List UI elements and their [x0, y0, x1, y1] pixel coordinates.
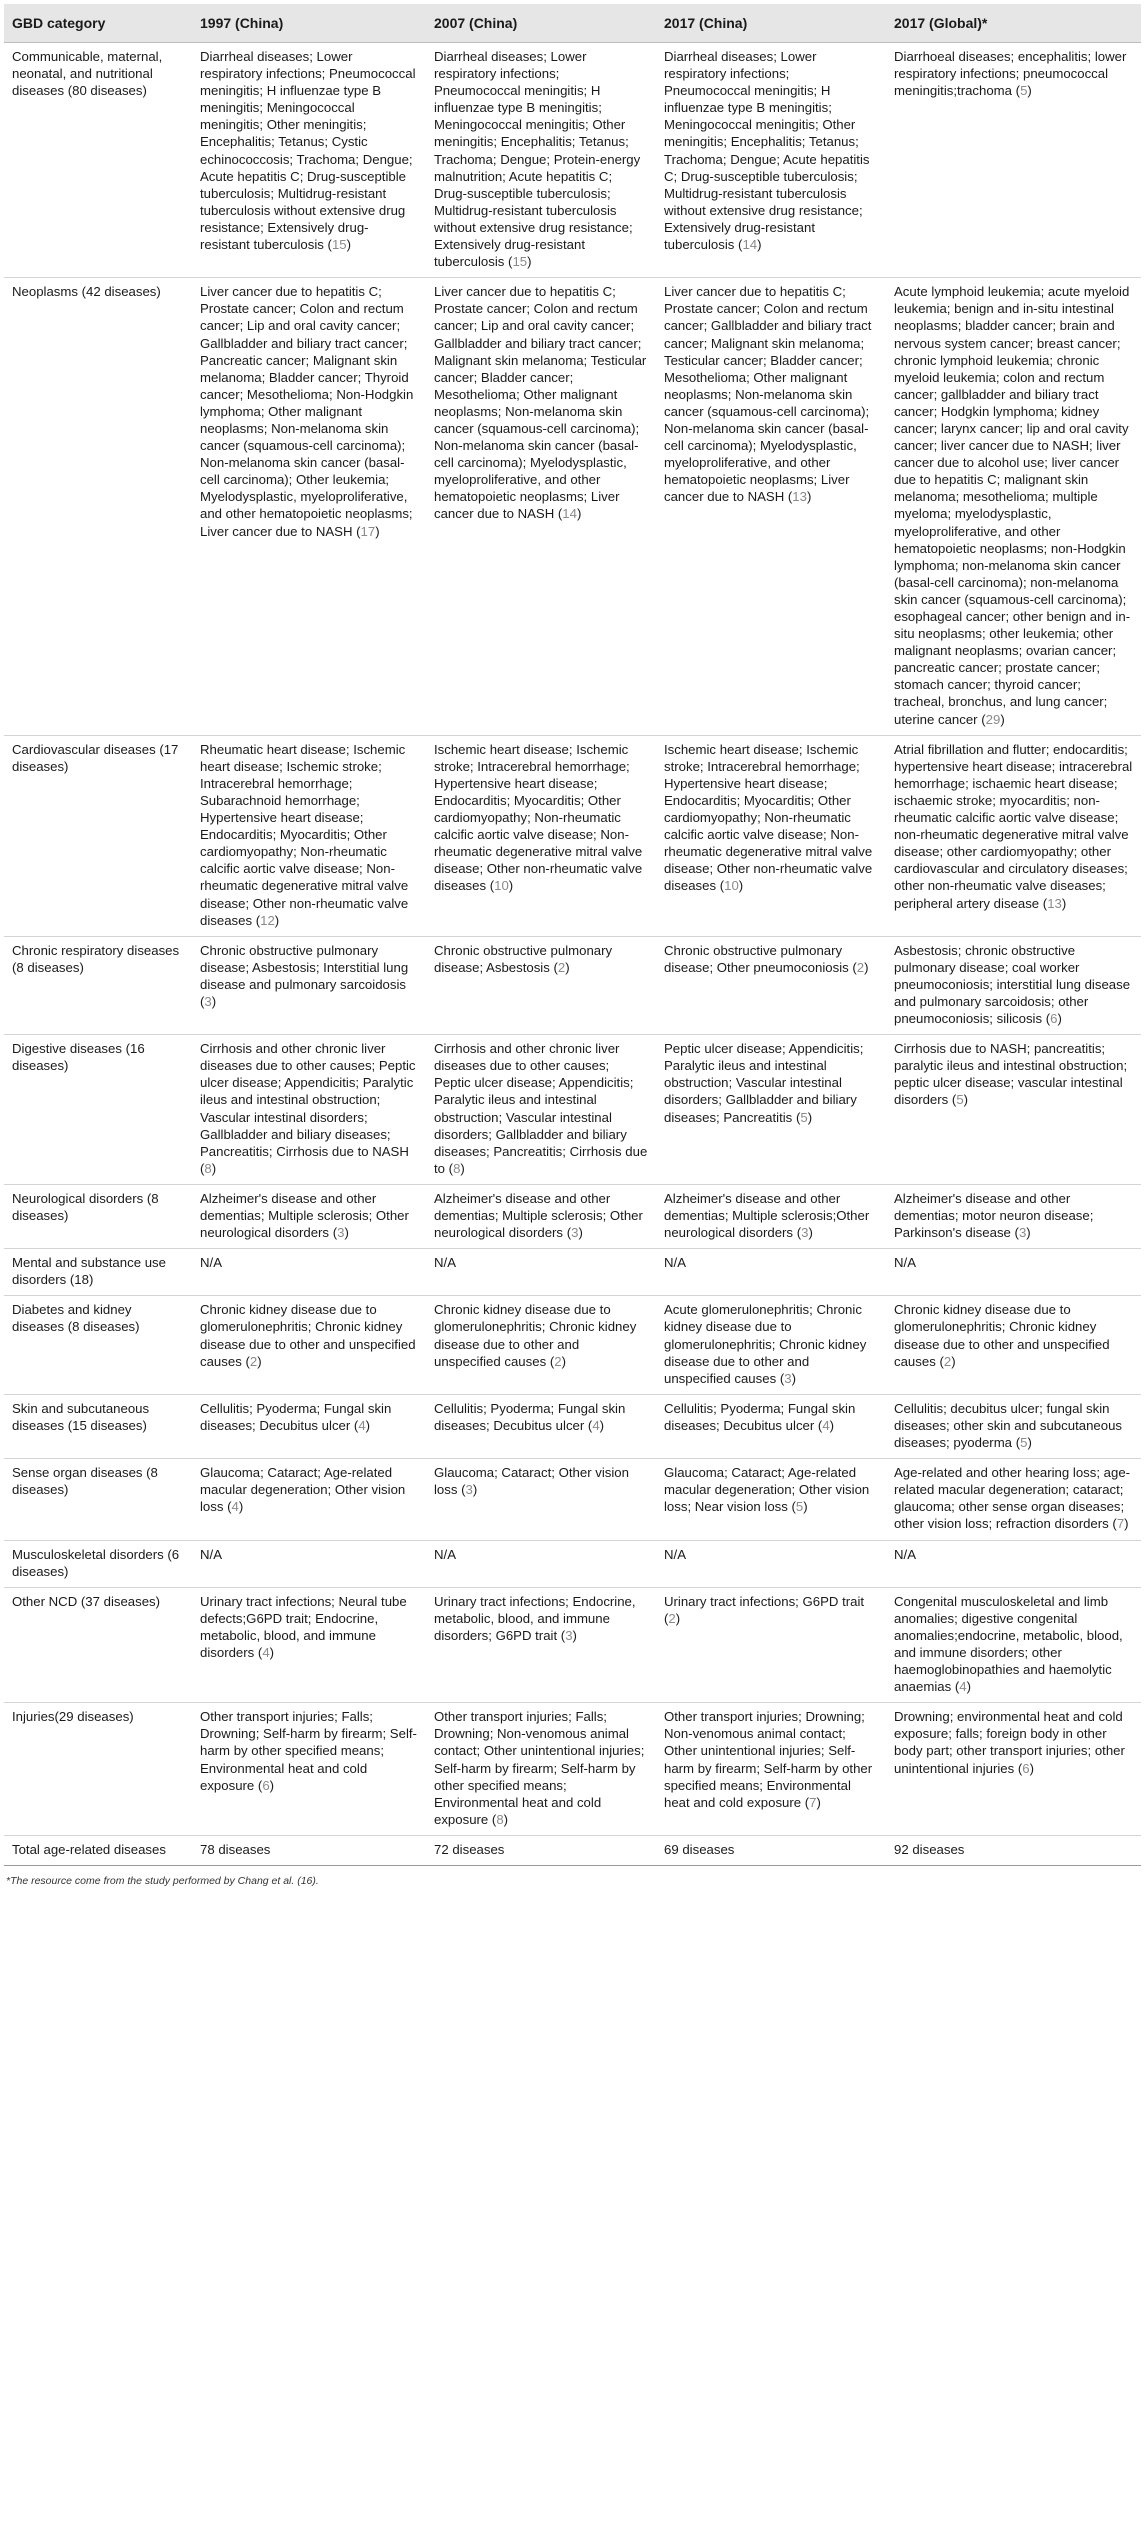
disease-list-text: Diarrheal diseases; Lower respiratory infections; Pneumococcal meningitis; H influenzae type B meningitis; Meningococcal meningitis; Other meningitis; Encephalitis; Tetanus; Cystic echinococcosis; Trachoma; Dengue; Acute hepatitis C; Drug-susceptible tuberculosis; Multidrug-resistant tuberculosis without extensive drug resistance; Extensively drug-resistant tuberculosis [200, 49, 416, 253]
disease-list-cell: Alzheimer's disease and other dementias; motor neuron disease; Parkinson's disease (3) [886, 1184, 1141, 1248]
disease-list-cell: Cellulitis; Pyoderma; Fungal skin diseases; Decubitus ulcer (4) [426, 1394, 656, 1458]
reference-count: 8 [453, 1160, 461, 1176]
disease-list-text: Other transport injuries; Falls; Drowning; Self-harm by firearm; Self-harm by other specified means; Environmental heat and cold exposure [200, 1709, 417, 1793]
category-cell: Mental and substance use disorders (18) [4, 1249, 192, 1296]
disease-list-cell: Glaucoma; Cataract; Age-related macular degeneration; Other vision loss (4) [192, 1459, 426, 1540]
disease-list-cell [886, 1540, 1141, 1587]
gbd-table [4, 4, 1141, 1866]
header-row [4, 4, 1141, 43]
disease-list-cell [192, 1835, 426, 1865]
disease-list-text: Chronic kidney disease due to glomerulonephritis; Chronic kidney disease due to other and unspecified causes [434, 1302, 637, 1369]
disease-list-cell: Ischemic heart disease; Ischemic stroke; Intracerebral hemorrhage; Hypertensive heart disease; Endocarditis; Myocarditis; Other cardiomyopathy; Non-rheumatic calcific aortic valve disease; Non-rheumatic degenerative mitral valve disease; Other non-rheumatic valve diseases (10) [426, 735, 656, 936]
disease-list-text: Glaucoma; Cataract; Age-related macular degeneration; Other vision loss; Near vision loss [664, 1465, 870, 1515]
reference-count: 2 [249, 1353, 258, 1369]
disease-list-cell [426, 1249, 656, 1296]
disease-list-cell: Other transport injuries; Falls; Drowning; Self-harm by firearm; Self-harm by other specified means; Environmental heat and cold exposure (6) [192, 1703, 426, 1836]
disease-list-text: N/A [200, 1255, 222, 1271]
disease-list-cell: Alzheimer's disease and other dementias; Multiple sclerosis;Other neurological disorders (3) [656, 1184, 886, 1248]
reference-count: 4 [822, 1417, 830, 1433]
reference-count: 2 [554, 1353, 562, 1369]
disease-list-text: Liver cancer due to hepatitis C; Prostate cancer; Colon and rectum cancer; Gallbladder and biliary tract cancer; Malignant skin melanoma; Testicular cancer; Bladder cancer; Mesothelioma; Other malignant neoplasms; Non-melanoma skin cancer (squamous-cell carcinoma); Non-melanoma skin cancer (basal-cell carcinoma); Myelodysplastic, myeloproliferative, and other hematopoietic neoplasms; Liver cancer due to NASH [664, 284, 872, 505]
reference-count: 10 [494, 878, 509, 894]
disease-list-text: Rheumatic heart disease; Ischemic heart disease; Ischemic stroke; Intracerebral hemorrhage; Subarachnoid hemorrhage; Hypertensive heart disease; Endocarditis; Myocarditis; Other cardiomyopathy; Non-rheumatic calcific aortic valve disease; Non-rheumatic degenerative mitral valve disease; Other non-rheumatic valve diseases [200, 741, 409, 928]
category-cell: Other NCD (37 diseases) [4, 1587, 192, 1703]
reference-count: 3 [801, 1225, 809, 1241]
disease-list-cell: Alzheimer's disease and other dementias; Multiple sclerosis; Other neurological disorders (3) [426, 1184, 656, 1248]
disease-list-text: Diarrheal diseases; Lower respiratory infections; Pneumococcal meningitis; H influenzae type B meningitis; Meningococcal meningitis; Other meningitis; Encephalitis; Tetanus; Trachoma; Dengue; Acute hepatitis C; Drug-susceptible tuberculosis; Multidrug-resistant tuberculosis without extensive drug resistance; Extensively drug-resistant tuberculosis [664, 49, 870, 253]
disease-list-cell: Diarrhoeal diseases; encephalitis; lower respiratory infections; pneumococcal meningitis;trachoma (5) [886, 43, 1141, 278]
disease-list-text: Urinary tract infections; Neural tube defects;G6PD trait; Endocrine, metabolic, blood, and immune disorders [200, 1593, 407, 1660]
disease-list-cell: Drowning; environmental heat and cold exposure; falls; foreign body in other body part; other transport injuries; other unintentional injuries (6) [886, 1703, 1141, 1836]
reference-count: 5 [800, 1109, 808, 1125]
disease-list-text: Diarrhoeal diseases; encephalitis; lower respiratory infections; pneumococcal meningitis;trachoma [894, 49, 1127, 99]
disease-list-text: Chronic obstructive pulmonary disease; Asbestosis [434, 942, 613, 975]
reference-count: 4 [358, 1417, 366, 1433]
reference-count: 3 [1018, 1225, 1027, 1241]
disease-list-cell: Liver cancer due to hepatitis C; Prostate cancer; Colon and rectum cancer; Lip and oral cavity cancer; Gallbladder and biliary tract cancer; Malignant skin melanoma; Testicular cancer; Bladder cancer; Mesothelioma; Other malignant neoplasms; Non-melanoma skin cancer (squamous-cell carcinoma); Non-melanoma skin cancer (basal-cell carcinoma); Myelodysplastic, myeloproliferative, and other hematopoietic neoplasms; Liver cancer due to NASH (14) [426, 278, 656, 735]
table-row [4, 43, 1141, 278]
reference-count: 2 [668, 1610, 676, 1626]
reference-count: 6 [1022, 1760, 1030, 1776]
header-gbd-category: GBD category [4, 4, 192, 43]
reference-count: 4 [592, 1417, 600, 1433]
disease-list-cell: Chronic obstructive pulmonary disease; Asbestosis; Interstitial lung disease and pulmonary sarcoidosis (3) [192, 936, 426, 1034]
table-row [4, 735, 1141, 936]
reference-count: 2 [856, 959, 865, 975]
reference-count: 8 [204, 1160, 212, 1176]
disease-list-cell: Age-related and other hearing loss; age-related macular degeneration; cataract; glaucoma; other sense organ diseases; other vision loss; refraction disorders (7) [886, 1459, 1141, 1540]
reference-count: 5 [1020, 83, 1028, 99]
disease-list-cell: Cellulitis; decubitus ulcer; fungal skin diseases; other skin and subcutaneous diseases; pyoderma (5) [886, 1394, 1141, 1458]
category-cell: Sense organ diseases (8 diseases) [4, 1459, 192, 1540]
disease-list-text: Cirrhosis due to NASH; pancreatitis; paralytic ileus and intestinal obstruction; peptic ulcer disease; vascular intestinal disorders [894, 1041, 1128, 1108]
disease-list-text: 78 diseases [200, 1841, 271, 1857]
disease-list-cell: Acute lymphoid leukemia; acute myeloid leukemia; benign and in-situ intestinal neoplasms; bladder cancer; brain and nervous system cancer; breast cancer; chronic lymphoid leukemia; chronic myeloid leukemia; colon and rectum cancer; gallbladder and biliary tract cancer; Hodgkin lymphoma; kidney cancer; larynx cancer; lip and oral cavity cancer; liver cancer due to NASH; liver cancer due to alcohol use; liver cancer due to hepatitis C; malignant skin melanoma; mesothelioma; multiple myeloma; myelodysplastic, myeloproliferative, and other hematopoietic neoplasms; non-Hodgkin lymphoma; non-melanoma skin cancer (basal-cell carcinoma); non-melanoma skin cancer (squamous-cell carcinoma); esophageal cancer; other benign and in-situ neoplasms; other leukemia; other malignant neoplasms; ovarian cancer; pancreatic cancer; prostate cancer; stomach cancer; thyroid cancer; tracheal, bronchus, and lung cancer; uterine cancer (29) [886, 278, 1141, 735]
category-cell: Injuries(29 diseases) [4, 1703, 192, 1836]
disease-list-text: Asbestosis; chronic obstructive pulmonary disease; coal worker pneumoconiosis; interstitial lung disease and pulmonary sarcoidosis; other pneumoconiosis; silicosis [894, 942, 1131, 1027]
disease-list-text: Age-related and other hearing loss; age-related macular degeneration; cataract; glaucoma; other sense organ diseases; other vision loss; refraction disorders [894, 1465, 1131, 1532]
disease-list-text: Cirrhosis and other chronic liver diseases due to other causes; Peptic ulcer disease; Appendicitis; Paralytic ileus and intestinal obstruction; Vascular intestinal disorders; Gallbladder and biliary diseases; Pancreatitis; Cirrhosis due to NASH [200, 1041, 416, 1159]
disease-list-cell: Alzheimer's disease and other dementias; Multiple sclerosis; Other neurological disorders (3) [192, 1184, 426, 1248]
disease-list-cell: Rheumatic heart disease; Ischemic heart disease; Ischemic stroke; Intracerebral hemorrhage; Subarachnoid hemorrhage; Hypertensive heart disease; Endocarditis; Myocarditis; Other cardiomyopathy; Non-rheumatic calcific aortic valve disease; Non-rheumatic degenerative mitral valve disease; Other non-rheumatic valve diseases (12) [192, 735, 426, 936]
reference-count: 7 [809, 1794, 817, 1810]
disease-list-text: Cirrhosis and other chronic liver diseases due to other causes; Peptic ulcer disease; Appendicitis; Paralytic ileus and intestinal obstruction; Vascular intestinal disorders; Gallbladder and biliary diseases; Pancreatitis; Cirrhosis due to [434, 1041, 648, 1176]
disease-list-cell: Asbestosis; chronic obstructive pulmonary disease; coal worker pneumoconiosis; interstitial lung disease and pulmonary sarcoidosis; other pneumoconiosis; silicosis (6) [886, 936, 1141, 1034]
table-container [4, 4, 1141, 1887]
disease-list-cell: Atrial fibrillation and flutter; endocarditis; hypertensive heart disease; intracerebral hemorrhage; ischaemic heart disease; ischaemic stroke; myocarditis; non-rheumatic calcific aortic valve disease; non-rheumatic degenerative mitral valve disease; other cardiomyopathy; other cardiovascular and circulatory diseases; other non-rheumatic valve diseases; peripheral artery disease (13) [886, 735, 1141, 936]
disease-list-text: N/A [664, 1546, 686, 1562]
category-cell: Communicable, maternal, neonatal, and nutritional diseases (80 diseases) [4, 43, 192, 278]
disease-list-text: Alzheimer's disease and other dementias; Multiple sclerosis; Other neurological disorders [200, 1190, 409, 1241]
disease-list-text: Cellulitis; Pyoderma; Fungal skin diseases; Decubitus ulcer [200, 1400, 392, 1433]
disease-list-cell: Diarrheal diseases; Lower respiratory infections; Pneumococcal meningitis; H influenzae type B meningitis; Meningococcal meningitis; Other meningitis; Encephalitis; Tetanus; Cystic echinococcosis; Trachoma; Dengue; Acute hepatitis C; Drug-susceptible tuberculosis; Multidrug-resistant tuberculosis without extensive drug resistance; Extensively drug-resistant tuberculosis (15) [192, 43, 426, 278]
disease-list-text: Urinary tract infections; G6PD trait [664, 1593, 865, 1609]
disease-list-cell: Diarrheal diseases; Lower respiratory infections; Pneumococcal meningitis; H influenzae type B meningitis; Meningococcal meningitis; Other meningitis; Encephalitis; Tetanus; Trachoma; Dengue; Protein-energy malnutrition; Acute hepatitis C; Drug-susceptible tuberculosis; Multidrug-resistant tuberculosis without extensive drug resistance; Extensively drug-resistant tuberculosis (15) [426, 43, 656, 278]
reference-count: 15 [512, 254, 528, 270]
disease-list-cell: Cirrhosis due to NASH; pancreatitis; paralytic ileus and intestinal obstruction; peptic ulcer disease; vascular intestinal disorders (5) [886, 1035, 1141, 1185]
reference-count: 29 [985, 711, 1001, 727]
disease-list-text: Cellulitis; Pyoderma; Fungal skin diseases; Decubitus ulcer [664, 1400, 856, 1433]
disease-list-cell [656, 1540, 886, 1587]
reference-count: 5 [1020, 1435, 1028, 1451]
reference-count: 3 [465, 1482, 473, 1498]
disease-list-text: Ischemic heart disease; Ischemic stroke; Intracerebral hemorrhage; Hypertensive heart disease; Endocarditis; Myocarditis; Other cardiomyopathy; Non-rheumatic calcific aortic valve disease; Non-rheumatic degenerative mitral valve disease; Other non-rheumatic valve diseases [434, 741, 643, 894]
reference-count: 15 [331, 237, 347, 253]
disease-list-text: N/A [434, 1255, 456, 1271]
reference-count: 3 [565, 1627, 573, 1643]
footnote: *The resource come from the study performed by Chang et al. (16). [6, 1875, 319, 1887]
disease-list-cell: Ischemic heart disease; Ischemic stroke; Intracerebral hemorrhage; Hypertensive heart disease; Endocarditis; Myocarditis; Other cardiomyopathy; Non-rheumatic calcific aortic valve disease; Non-rheumatic degenerative mitral valve disease; Other non-rheumatic valve diseases (10) [656, 735, 886, 936]
disease-list-text: Glaucoma; Cataract; Other vision loss [434, 1465, 629, 1498]
disease-list-cell: Chronic obstructive pulmonary disease; Other pneumoconiosis (2) [656, 936, 886, 1034]
disease-list-cell: Other transport injuries; Falls; Drowning; Non-venomous animal contact; Other unintentional injuries; Self-harm by firearm; Self-harm by other specified means; Environmental heat and cold exposure (8) [426, 1703, 656, 1836]
reference-count: 7 [1116, 1516, 1125, 1532]
category-cell: Musculoskeletal disorders (6 diseases) [4, 1540, 192, 1587]
disease-list-text: Acute glomerulonephritis; Chronic kidney disease due to glomerulonephritis; Chronic kidney disease due to other and unspecified causes [664, 1302, 867, 1386]
reference-count: 3 [784, 1370, 792, 1386]
table-row [4, 1587, 1141, 1703]
category-cell: Skin and subcutaneous diseases (15 diseases) [4, 1394, 192, 1458]
table-row [4, 1394, 1141, 1458]
disease-list-cell: Cellulitis; Pyoderma; Fungal skin diseases; Decubitus ulcer (4) [192, 1394, 426, 1458]
table-row [4, 1835, 1141, 1865]
disease-list-cell [886, 1835, 1141, 1865]
table-row [4, 1459, 1141, 1540]
disease-list-text: Liver cancer due to hepatitis C; Prostate cancer; Colon and rectum cancer; Lip and oral cavity cancer; Gallbladder and biliary tract cancer; Malignant skin melanoma; Testicular cancer; Bladder cancer; Mesothelioma; Other malignant neoplasms; Non-melanoma skin cancer (squamous-cell carcinoma); Non-melanoma skin cancer (basal-cell carcinoma); Myelodysplastic, myeloproliferative, and other hematopoietic neoplasms; Liver cancer due to NASH [434, 284, 647, 522]
reference-count: 4 [959, 1679, 967, 1695]
reference-count: 3 [571, 1225, 579, 1241]
reference-count: 13 [1047, 895, 1062, 911]
reference-count: 6 [1050, 1011, 1058, 1027]
disease-list-cell: Liver cancer due to hepatitis C; Prostate cancer; Colon and rectum cancer; Lip and oral cavity cancer; Gallbladder and biliary tract cancer; Pancreatic cancer; Malignant skin melanoma; Bladder cancer; Thyroid cancer; Mesothelioma; Non-Hodgkin lymphoma; Other malignant neoplasms; Non-melanoma skin cancer (squamous-cell carcinoma); Non-melanoma skin cancer (basal-cell carcinoma); Other leukemia; Myelodysplastic, myeloproliferative, and other hematopoietic neoplasms; Liver cancer due to NASH (17) [192, 278, 426, 735]
disease-list-cell: Chronic kidney disease due to glomerulonephritis; Chronic kidney disease due to other and unspecified causes (2) [426, 1296, 656, 1394]
disease-list-text: Diarrheal diseases; Lower respiratory infections; Pneumococcal meningitis; H influenzae type B meningitis; Meningococcal meningitis; Other meningitis; Encephalitis; Tetanus; Trachoma; Dengue; Protein-energy malnutrition; Acute hepatitis C; Drug-susceptible tuberculosis; Multidrug-resistant tuberculosis without extensive drug resistance; Extensively drug-resistant tuberculosis [434, 49, 641, 270]
disease-list-cell: Chronic kidney disease due to glomerulonephritis; Chronic kidney disease due to other and unspecified causes (2) [886, 1296, 1141, 1394]
reference-count: 3 [337, 1225, 345, 1241]
disease-list-cell: Chronic kidney disease due to glomerulonephritis; Chronic kidney disease due to other and unspecified causes (2) [192, 1296, 426, 1394]
disease-list-cell: Diarrheal diseases; Lower respiratory infections; Pneumococcal meningitis; H influenzae type B meningitis; Meningococcal meningitis; Other meningitis; Encephalitis; Tetanus; Trachoma; Dengue; Acute hepatitis C; Drug-susceptible tuberculosis; Multidrug-resistant tuberculosis without extensive drug resistance; Extensively drug-resistant tuberculosis (14) [656, 43, 886, 278]
reference-count: 5 [795, 1499, 804, 1515]
disease-list-text: Other transport injuries; Drowning; Non-venomous animal contact; Other unintentional injuries; Self-harm by firearm; Self-harm by other specified means; Environmental heat and cold exposure [664, 1709, 873, 1810]
disease-list-text: Chronic obstructive pulmonary disease; Asbestosis; Interstitial lung disease and pulmonary sarcoidosis [200, 942, 409, 992]
disease-list-text: Atrial fibrillation and flutter; endocarditis; hypertensive heart disease; intracerebral hemorrhage; ischaemic heart disease; ischaemic stroke; myocarditis; non-rheumatic calcific aortic valve disease; non-rheumatic degenerative mitral valve disease; other cardiomyopathy; other cardiovascular and circulatory diseases; other non-rheumatic valve diseases; peripheral artery disease [894, 741, 1133, 911]
category-cell: Digestive diseases (16 diseases) [4, 1035, 192, 1185]
disease-list-cell: Urinary tract infections; Endocrine, metabolic, blood, and immune disorders; G6PD trait (3) [426, 1587, 656, 1703]
disease-list-text: Alzheimer's disease and other dementias; Multiple sclerosis; Other neurological disorders [434, 1190, 643, 1241]
disease-list-text: Drowning; environmental heat and cold exposure; falls; foreign body in other body part; other transport injuries; other unintentional injuries [894, 1709, 1125, 1776]
reference-count: 2 [557, 959, 566, 975]
category-cell: Neurological disorders (8 diseases) [4, 1184, 192, 1248]
disease-list-text: Alzheimer's disease and other dementias; Multiple sclerosis;Other neurological disorders [664, 1190, 870, 1241]
disease-list-text: Cellulitis; Pyoderma; Fungal skin diseases; Decubitus ulcer [434, 1400, 626, 1433]
disease-list-text: 92 diseases [894, 1841, 965, 1857]
disease-list-text: N/A [664, 1255, 686, 1271]
disease-list-text: N/A [894, 1255, 916, 1271]
table-body [4, 43, 1141, 1866]
table-row [4, 1703, 1141, 1836]
disease-list-cell: Glaucoma; Cataract; Age-related macular degeneration; Other vision loss; Near vision loss (5) [656, 1459, 886, 1540]
header-2017-china: 2017 (China) [656, 4, 886, 43]
header-2007-china: 2007 (China) [426, 4, 656, 43]
disease-list-text: Chronic kidney disease due to glomerulonephritis; Chronic kidney disease due to other and unspecified causes [894, 1302, 1110, 1369]
reference-count: 3 [204, 993, 212, 1009]
disease-list-cell [656, 1835, 886, 1865]
disease-list-cell: Acute glomerulonephritis; Chronic kidney disease due to glomerulonephritis; Chronic kidney disease due to other and unspecified causes (3) [656, 1296, 886, 1394]
disease-list-text: 72 diseases [434, 1841, 505, 1857]
disease-list-text: N/A [200, 1546, 222, 1562]
disease-list-cell: Urinary tract infections; G6PD trait (2) [656, 1587, 886, 1703]
reference-count: 4 [231, 1499, 239, 1515]
disease-list-cell [426, 1540, 656, 1587]
disease-list-cell [886, 1249, 1141, 1296]
disease-list-cell [192, 1249, 426, 1296]
reference-count: 13 [792, 489, 807, 505]
reference-count: 2 [943, 1353, 952, 1369]
disease-list-text: Acute lymphoid leukemia; acute myeloid leukemia; benign and in-situ intestinal neoplasms; bladder cancer; brain and nervous system cancer; breast cancer; chronic lymphoid leukemia; chronic myeloid leukemia; colon and rectum cancer; gallbladder and biliary tract cancer; Hodgkin lymphoma; kidney cancer; larynx cancer; lip and oral cavity cancer; liver cancer due to NASH; liver cancer due to alcohol use; liver cancer due to hepatitis C; malignant skin melanoma; mesothelioma; multiple myeloma; myelodysplastic, myeloproliferative, and other hematopoietic neoplasms; non-Hodgkin lymphoma; non-melanoma skin cancer (basal-cell carcinoma); non-melanoma skin cancer (squamous-cell carcinoma); esophageal cancer; other benign and in-situ neoplasms; other leukemia; other malignant neoplasms; ovarian cancer; pancreatic cancer; prostate cancer; stomach cancer; thyroid cancer; tracheal, bronchus, and lung cancer; uterine cancer [894, 284, 1131, 727]
disease-list-cell: Liver cancer due to hepatitis C; Prostate cancer; Colon and rectum cancer; Gallbladder and biliary tract cancer; Malignant skin melanoma; Testicular cancer; Bladder cancer; Mesothelioma; Other malignant neoplasms; Non-melanoma skin cancer (squamous-cell carcinoma); Non-melanoma skin cancer (basal-cell carcinoma); Myelodysplastic, myeloproliferative, and other hematopoietic neoplasms; Liver cancer due to NASH (13) [656, 278, 886, 735]
reference-count: 5 [956, 1092, 964, 1108]
table-row [4, 1296, 1141, 1394]
disease-list-cell: Glaucoma; Cataract; Other vision loss (3) [426, 1459, 656, 1540]
disease-list-cell: Cirrhosis and other chronic liver diseases due to other causes; Peptic ulcer disease; Appendicitis; Paralytic ileus and intestinal obstruction; Vascular intestinal disorders; Gallbladder and biliary diseases; Pancreatitis; Cirrhosis due to (8) [426, 1035, 656, 1185]
disease-list-cell: Cirrhosis and other chronic liver diseases due to other causes; Peptic ulcer disease; Appendicitis; Paralytic ileus and intestinal obstruction; Vascular intestinal disorders; Gallbladder and biliary diseases; Pancreatitis; Cirrhosis due to NASH (8) [192, 1035, 426, 1185]
table-row [4, 1035, 1141, 1185]
table-row [4, 1249, 1141, 1296]
header-2017-global: 2017 (Global)* [886, 4, 1141, 43]
category-cell: Total age-related diseases [4, 1835, 192, 1865]
disease-list-text: N/A [894, 1546, 916, 1562]
disease-list-text: Ischemic heart disease; Ischemic stroke; Intracerebral hemorrhage; Hypertensive heart disease; Endocarditis; Myocarditis; Other cardiomyopathy; Non-rheumatic calcific aortic valve disease; Non-rheumatic degenerative mitral valve disease; Other non-rheumatic valve diseases [664, 741, 873, 894]
table-row [4, 936, 1141, 1034]
disease-list-text: Peptic ulcer disease; Appendicitis; Paralytic ileus and intestinal obstruction; Vascular intestinal disorders; Gallbladder and biliary diseases; Pancreatitis [664, 1041, 864, 1125]
disease-list-text: Alzheimer's disease and other dementias; motor neuron disease; Parkinson's disease [894, 1190, 1094, 1241]
disease-list-text: Other transport injuries; Falls; Drowning; Non-venomous animal contact; Other unintentional injuries; Self-harm by firearm; Self-harm by other specified means; Environmental heat and cold exposure [434, 1709, 645, 1827]
reference-count: 14 [562, 506, 577, 522]
disease-list-cell: Cellulitis; Pyoderma; Fungal skin diseases; Decubitus ulcer (4) [656, 1394, 886, 1458]
header-1997-china: 1997 (China) [192, 4, 426, 43]
reference-count: 12 [260, 912, 275, 928]
disease-list-text: Congenital musculoskeletal and limb anomalies; digestive congenital anomalies;endocrine, metabolic, blood, and immune disorders; other haemoglobinopathies and haemolytic anaemias [894, 1593, 1123, 1695]
disease-list-cell: Congenital musculoskeletal and limb anomalies; digestive congenital anomalies;endocrine, metabolic, blood, and immune disorders; other haemoglobinopathies and haemolytic anaemias (4) [886, 1587, 1141, 1703]
disease-list-cell: Chronic obstructive pulmonary disease; Asbestosis (2) [426, 936, 656, 1034]
disease-list-cell: Urinary tract infections; Neural tube defects;G6PD trait; Endocrine, metabolic, blood, and immune disorders (4) [192, 1587, 426, 1703]
reference-count: 17 [360, 523, 376, 539]
category-cell: Diabetes and kidney diseases (8 diseases) [4, 1296, 192, 1394]
disease-list-cell: Peptic ulcer disease; Appendicitis; Paralytic ileus and intestinal obstruction; Vascular intestinal disorders; Gallbladder and biliary diseases; Pancreatitis (5) [656, 1035, 886, 1185]
disease-list-text: Glaucoma; Cataract; Age-related macular degeneration; Other vision loss [200, 1465, 406, 1515]
reference-count: 6 [262, 1777, 270, 1793]
table-row [4, 1184, 1141, 1248]
reference-count: 8 [496, 1811, 504, 1827]
table-row [4, 1540, 1141, 1587]
category-cell: Chronic respiratory diseases (8 diseases) [4, 936, 192, 1034]
reference-count: 10 [724, 878, 739, 894]
disease-list-text: Liver cancer due to hepatitis C; Prostate cancer; Colon and rectum cancer; Lip and oral cavity cancer; Gallbladder and biliary tract cancer; Pancreatic cancer; Malignant skin melanoma; Bladder cancer; Thyroid cancer; Mesothelioma; Non-Hodgkin lymphoma; Other malignant neoplasms; Non-melanoma skin cancer (squamous-cell carcinoma); Non-melanoma skin cancer (basal-cell carcinoma); Other leukemia; Myelodysplastic, myeloproliferative, and other hematopoietic neoplasms; Liver cancer due to NASH [200, 284, 414, 539]
category-cell: Neoplasms (42 diseases) [4, 278, 192, 735]
disease-list-text: Chronic kidney disease due to glomerulonephritis; Chronic kidney disease due to other and unspecified causes [200, 1302, 416, 1369]
table-row [4, 278, 1141, 735]
disease-list-text: Cellulitis; decubitus ulcer; fungal skin diseases; other skin and subcutaneous diseases; pyoderma [894, 1400, 1122, 1451]
disease-list-text: N/A [434, 1546, 456, 1562]
disease-list-cell [426, 1835, 656, 1865]
reference-count: 14 [742, 237, 758, 253]
disease-list-text: 69 diseases [664, 1841, 735, 1857]
reference-count: 4 [262, 1644, 270, 1660]
disease-list-cell [192, 1540, 426, 1587]
disease-list-cell: Other transport injuries; Drowning; Non-venomous animal contact; Other unintentional injuries; Self-harm by firearm; Self-harm by other specified means; Environmental heat and cold exposure (7) [656, 1703, 886, 1836]
disease-list-text: Chronic obstructive pulmonary disease; Other pneumoconiosis [664, 942, 849, 975]
disease-list-cell [656, 1249, 886, 1296]
disease-list-text: Urinary tract infections; Endocrine, metabolic, blood, and immune disorders; G6PD trait [434, 1593, 636, 1643]
category-cell: Cardiovascular diseases (17 diseases) [4, 735, 192, 936]
